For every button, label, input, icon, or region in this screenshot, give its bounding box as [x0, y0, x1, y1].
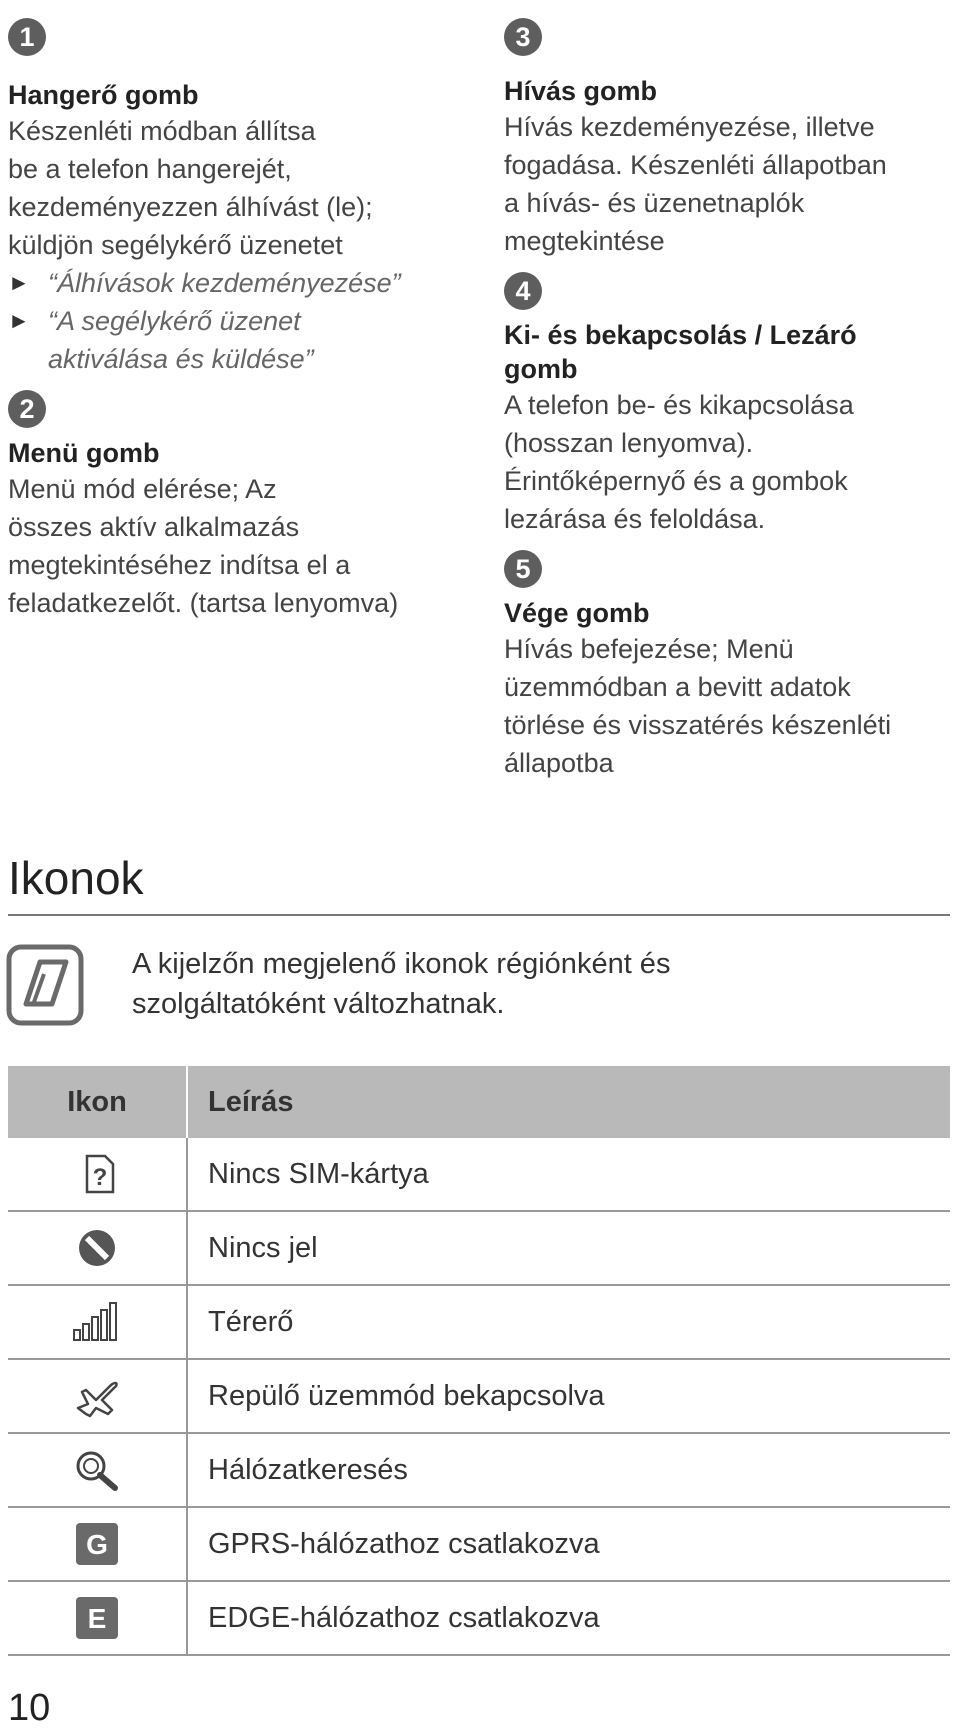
- table-cell-description: GPRS-hálózathoz csatlakozva: [187, 1507, 950, 1581]
- table-row: [8, 1433, 950, 1507]
- volume-button-description: Készenléti módban állítsa be a telefon hangerejét, kezdeményezzen álhívást (le); küldjön segélykérő üzenetet: [8, 116, 373, 260]
- table-cell-description: Hálózatkeresés: [187, 1433, 950, 1507]
- number-badge-3: 3: [504, 18, 542, 56]
- left-column: [8, 18, 448, 622]
- table-cell-description: Nincs jel: [187, 1211, 950, 1285]
- menu-button-title: Menü gomb: [8, 438, 160, 468]
- section-title: Ikonok: [8, 852, 144, 904]
- number-badge-1: 1: [8, 18, 46, 56]
- section-divider: [8, 914, 950, 916]
- table-cell-description: Nincs SIM-kártya: [187, 1138, 950, 1211]
- svg-text:E: E: [87, 1603, 107, 1634]
- fake-call-link[interactable]: ► “Álhívások kezdeményezése”: [8, 264, 448, 302]
- table-row: [8, 1507, 950, 1581]
- end-button-description: Hívás befejezése; Menü üzemmódban a bevitt adatok törlése és visszatérés készenléti állapotba: [504, 634, 892, 778]
- end-button-title: Vége gomb: [504, 598, 650, 628]
- page-number: 10: [8, 1687, 51, 1729]
- call-button-title: Hívás gomb: [504, 76, 658, 106]
- volume-button-title: Hangerő gomb: [8, 80, 199, 110]
- arrow-right-icon: ►: [8, 308, 30, 333]
- svg-text:?: ?: [92, 1164, 108, 1191]
- note-text: A kijelzőn megjelenő ikonok régiónként és szolgáltatóként változhatnak.: [132, 948, 671, 1020]
- number-badge-5: 5: [504, 550, 542, 588]
- sos-message-link[interactable]: ► “A segélykérő üzenet aktiválása és küldése”: [8, 302, 448, 378]
- gprs-icon: [74, 1521, 120, 1567]
- icon-table: [8, 1066, 950, 1656]
- signal-strength-icon: [71, 1300, 123, 1344]
- no-signal-icon: [75, 1226, 119, 1270]
- power-lock-button-title: Ki- és bekapcsolás / Lezáró gomb: [504, 320, 857, 384]
- call-button-description: Hívás kezdeményezése, illetve fogadása. Készenléti állapotban a hívás- és üzenetnaplók megtekintése: [504, 112, 887, 256]
- table-row: [8, 1285, 950, 1359]
- edge-icon: [74, 1595, 120, 1641]
- network-search-icon: [73, 1448, 121, 1492]
- table-cell-description: Repülő üzemmód bekapcsolva: [187, 1359, 950, 1433]
- column-header-icon: Ikon: [8, 1066, 187, 1138]
- table-cell-description: EDGE-hálózathoz csatlakozva: [187, 1581, 950, 1655]
- column-header-description: Leírás: [187, 1066, 950, 1138]
- table-row: [8, 1211, 950, 1285]
- arrow-right-icon: ►: [8, 270, 30, 295]
- table-row: [8, 1359, 950, 1433]
- no-sim-icon: [75, 1152, 119, 1196]
- power-lock-button-description: A telefon be- és kikapcsolása (hosszan lenyomva). Érintőképernyő és a gombok lezárása és feloldása.: [504, 390, 854, 534]
- table-row: [8, 1138, 950, 1211]
- number-badge-4: 4: [504, 272, 542, 310]
- menu-button-description: Menü mód elérése; Az összes aktív alkalmazás megtekintéséhez indítsa el a feladatkezelőt. (tartsa lenyomva): [8, 474, 399, 618]
- table-cell-description: Térerő: [187, 1285, 950, 1359]
- table-header-row: [8, 1066, 950, 1138]
- note-icon: [6, 944, 84, 1026]
- right-column: [504, 18, 954, 782]
- airplane-mode-icon: [72, 1374, 122, 1418]
- cross-reference-list: [8, 264, 448, 378]
- svg-text:G: G: [86, 1529, 108, 1560]
- table-row: [8, 1581, 950, 1655]
- number-badge-2: 2: [8, 390, 46, 428]
